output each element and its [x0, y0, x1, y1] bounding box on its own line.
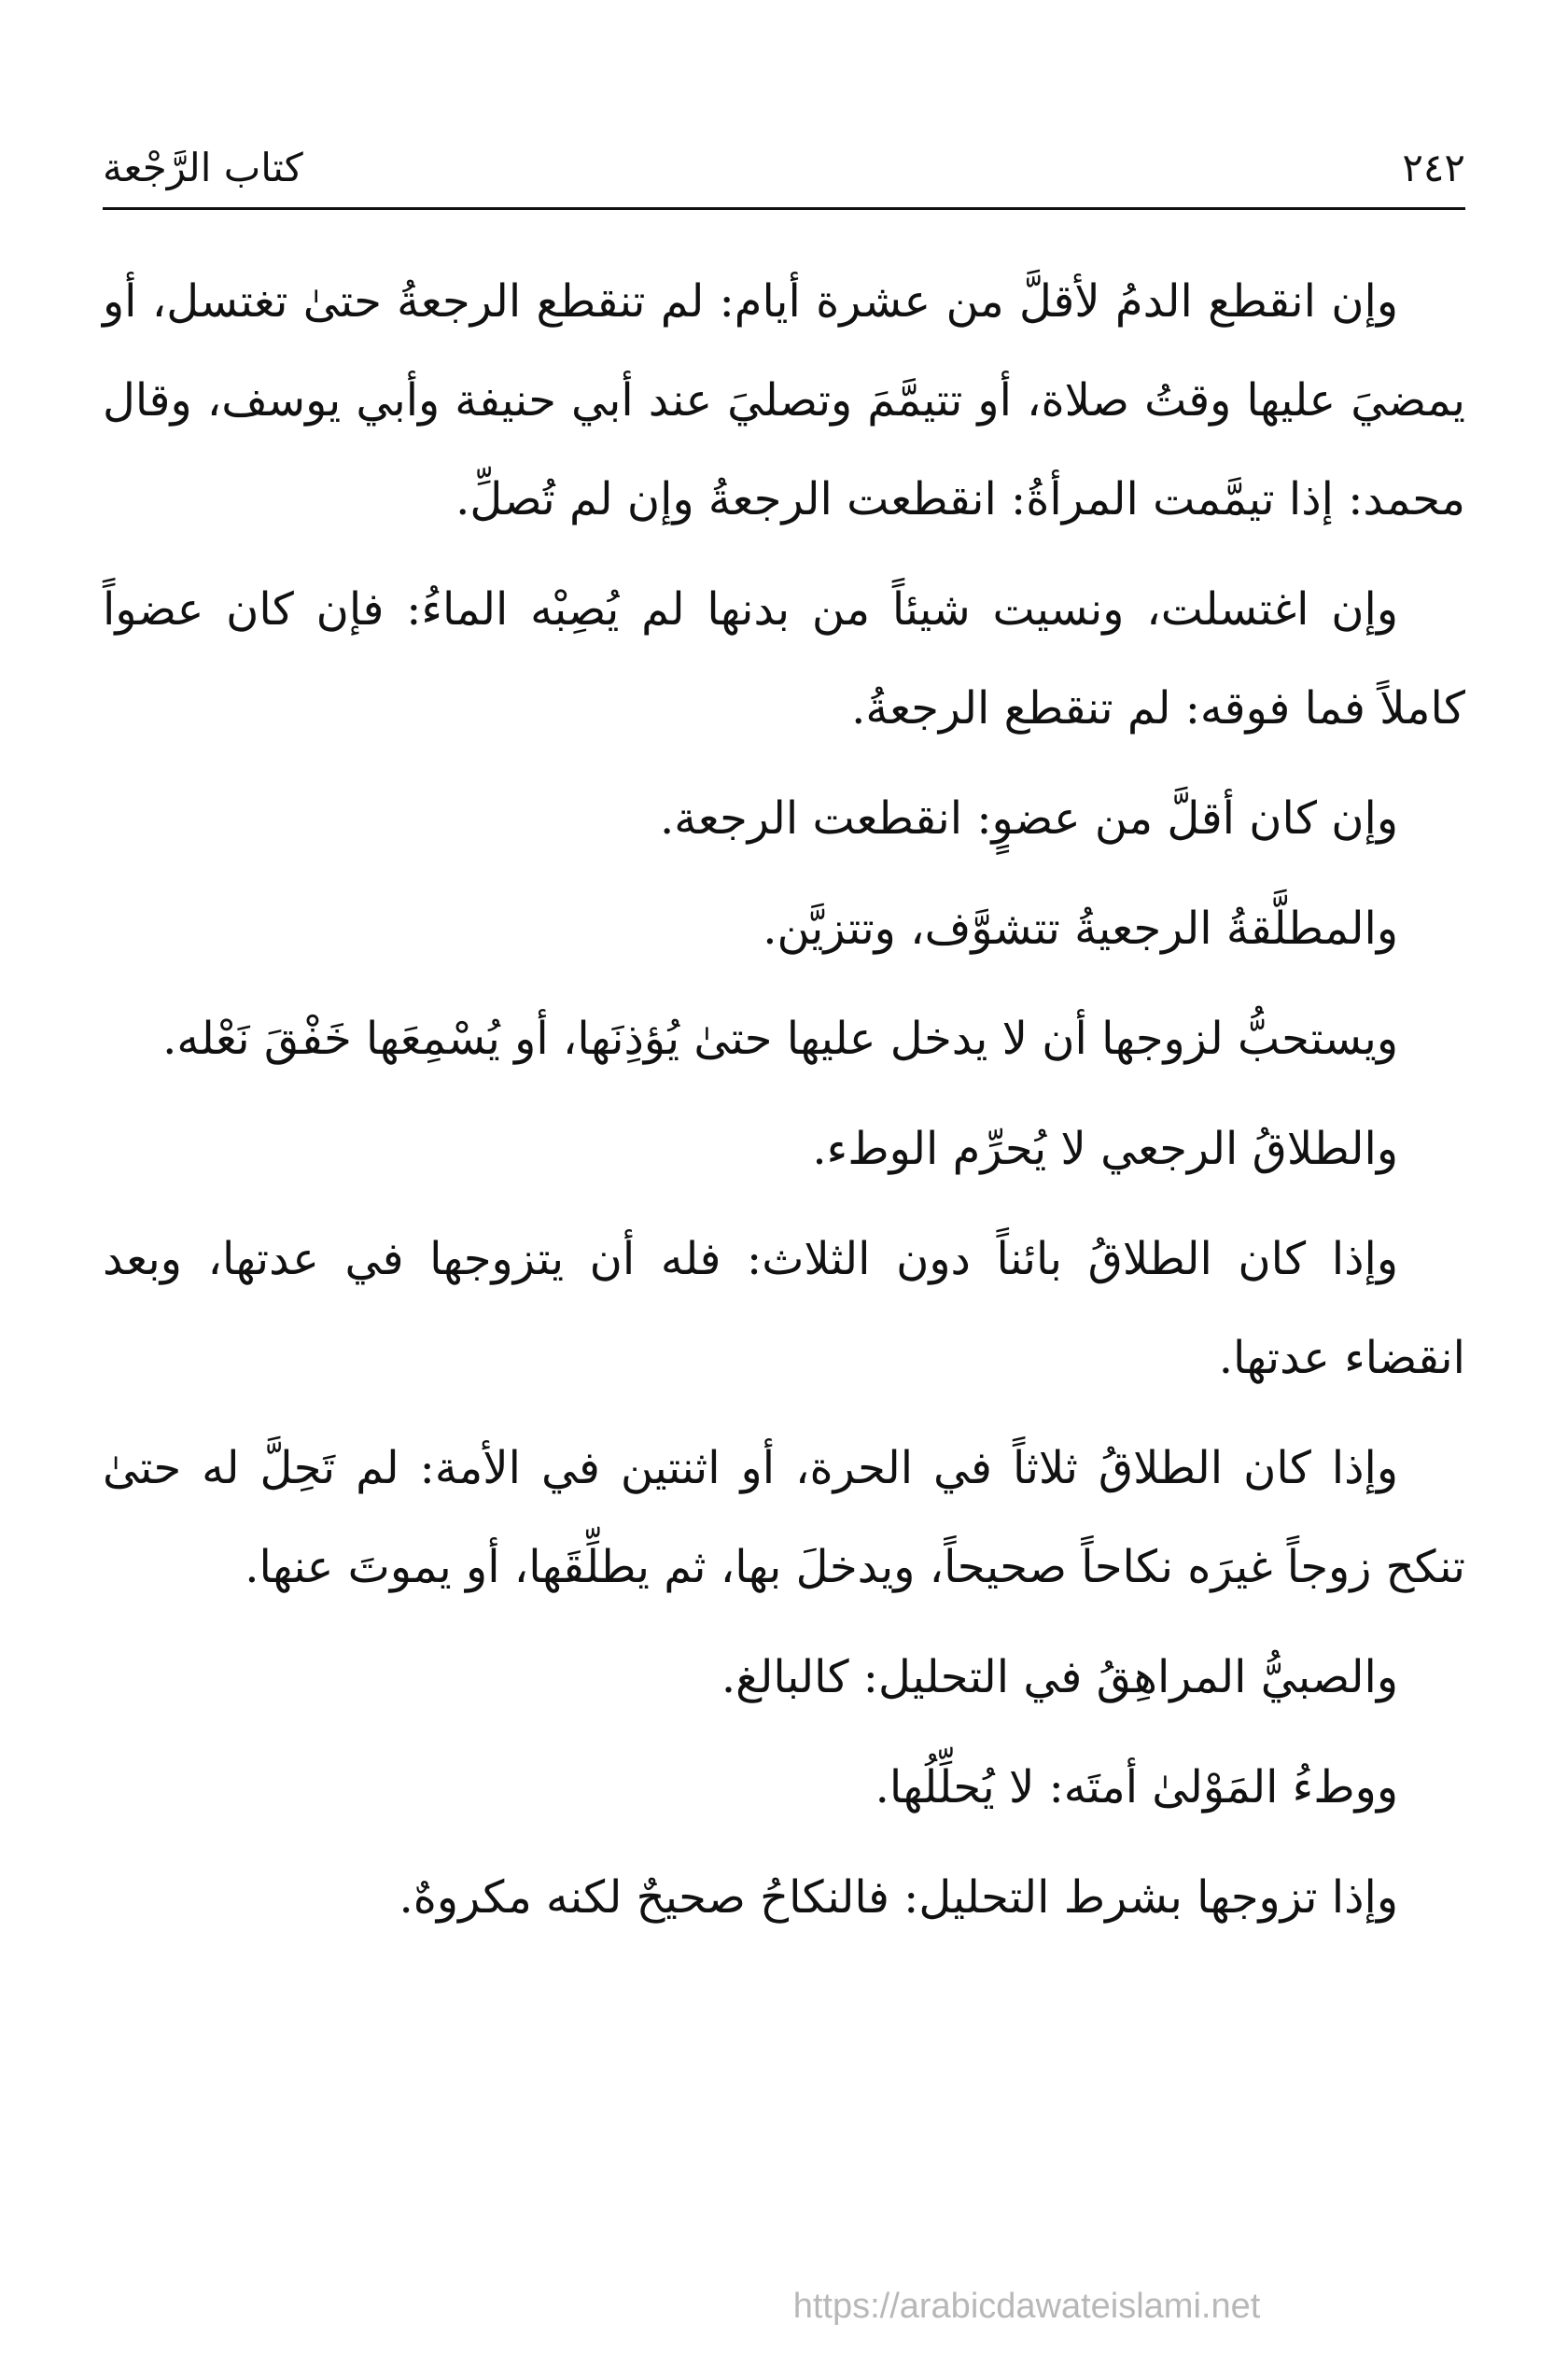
watermark-url: https://arabicdawateislami.net — [792, 2287, 1261, 2326]
paragraph: والطلاقُ الرجعي لا يُحرِّم الوطء. — [812, 1123, 1398, 1175]
paragraph: ويستحبُّ لزوجها أن لا يدخل عليها حتىٰ يُؤذِنَها، أو يُسْمِعَها خَفْقَ نَعْله. — [162, 1013, 1398, 1065]
body-text — [103, 252, 1465, 1958]
paragraph: والمطلَّقةُ الرجعيةُ تتشوَّف، وتتزيَّن. — [763, 903, 1398, 955]
paragraph: وإن انقطع الدمُ لأقلَّ من عشرة أيام: لم تنقطع الرجعةُ حتىٰ تغتسل، أو يمضيَ عليها وقتُ صلاة، أو تتيمَّمَ وتصليَ عند أبي حنيفة وأبي يوسف، وقال محمد: إذا تيمَّمت المرأةُ: انقطعت الرجعةُ وإن لم تُصلِّ. — [103, 275, 1465, 525]
paragraph: وإن اغتسلت، ونسيت شيئاً من بدنها لم يُصِبْه الماءُ: فإن كان عضواً كاملاً فما فوقه: لم تنقطع الرجعةُ. — [103, 583, 1465, 735]
page-number: ٢٤٢ — [1402, 145, 1465, 190]
paragraph: وإذا تزوجها بشرط التحليل: فالنكاحُ صحيحٌ لكنه مكروهٌ. — [399, 1871, 1398, 1924]
paragraph: والصبيُّ المراهِقُ في التحليل: كالبالغ. — [721, 1651, 1398, 1703]
paragraph: وإذا كان الطلاقُ ثلاثاً في الحرة، أو اثنتين في الأمة: لم تَحِلَّ له حتىٰ تنكح زوجاً غيرَه نكاحاً صحيحاً، ويدخلَ بها، ثم يطلِّقَها، أو يموتَ عنها. — [103, 1442, 1465, 1593]
running-title: كتاب الرَّجْعة — [103, 145, 303, 190]
paragraph: وإذا كان الطلاقُ بائناً دون الثلاث: فله أن يتزوجها في عدتها، وبعد انقضاء عدتها. — [103, 1233, 1465, 1384]
page-header — [103, 140, 1465, 210]
paragraph: وإن كان أقلَّ من عضوٍ: انقطعت الرجعة. — [659, 792, 1398, 845]
paragraph: ووطءُ المَوْلىٰ أمتَه: لا يُحلِّلُها. — [875, 1761, 1398, 1813]
